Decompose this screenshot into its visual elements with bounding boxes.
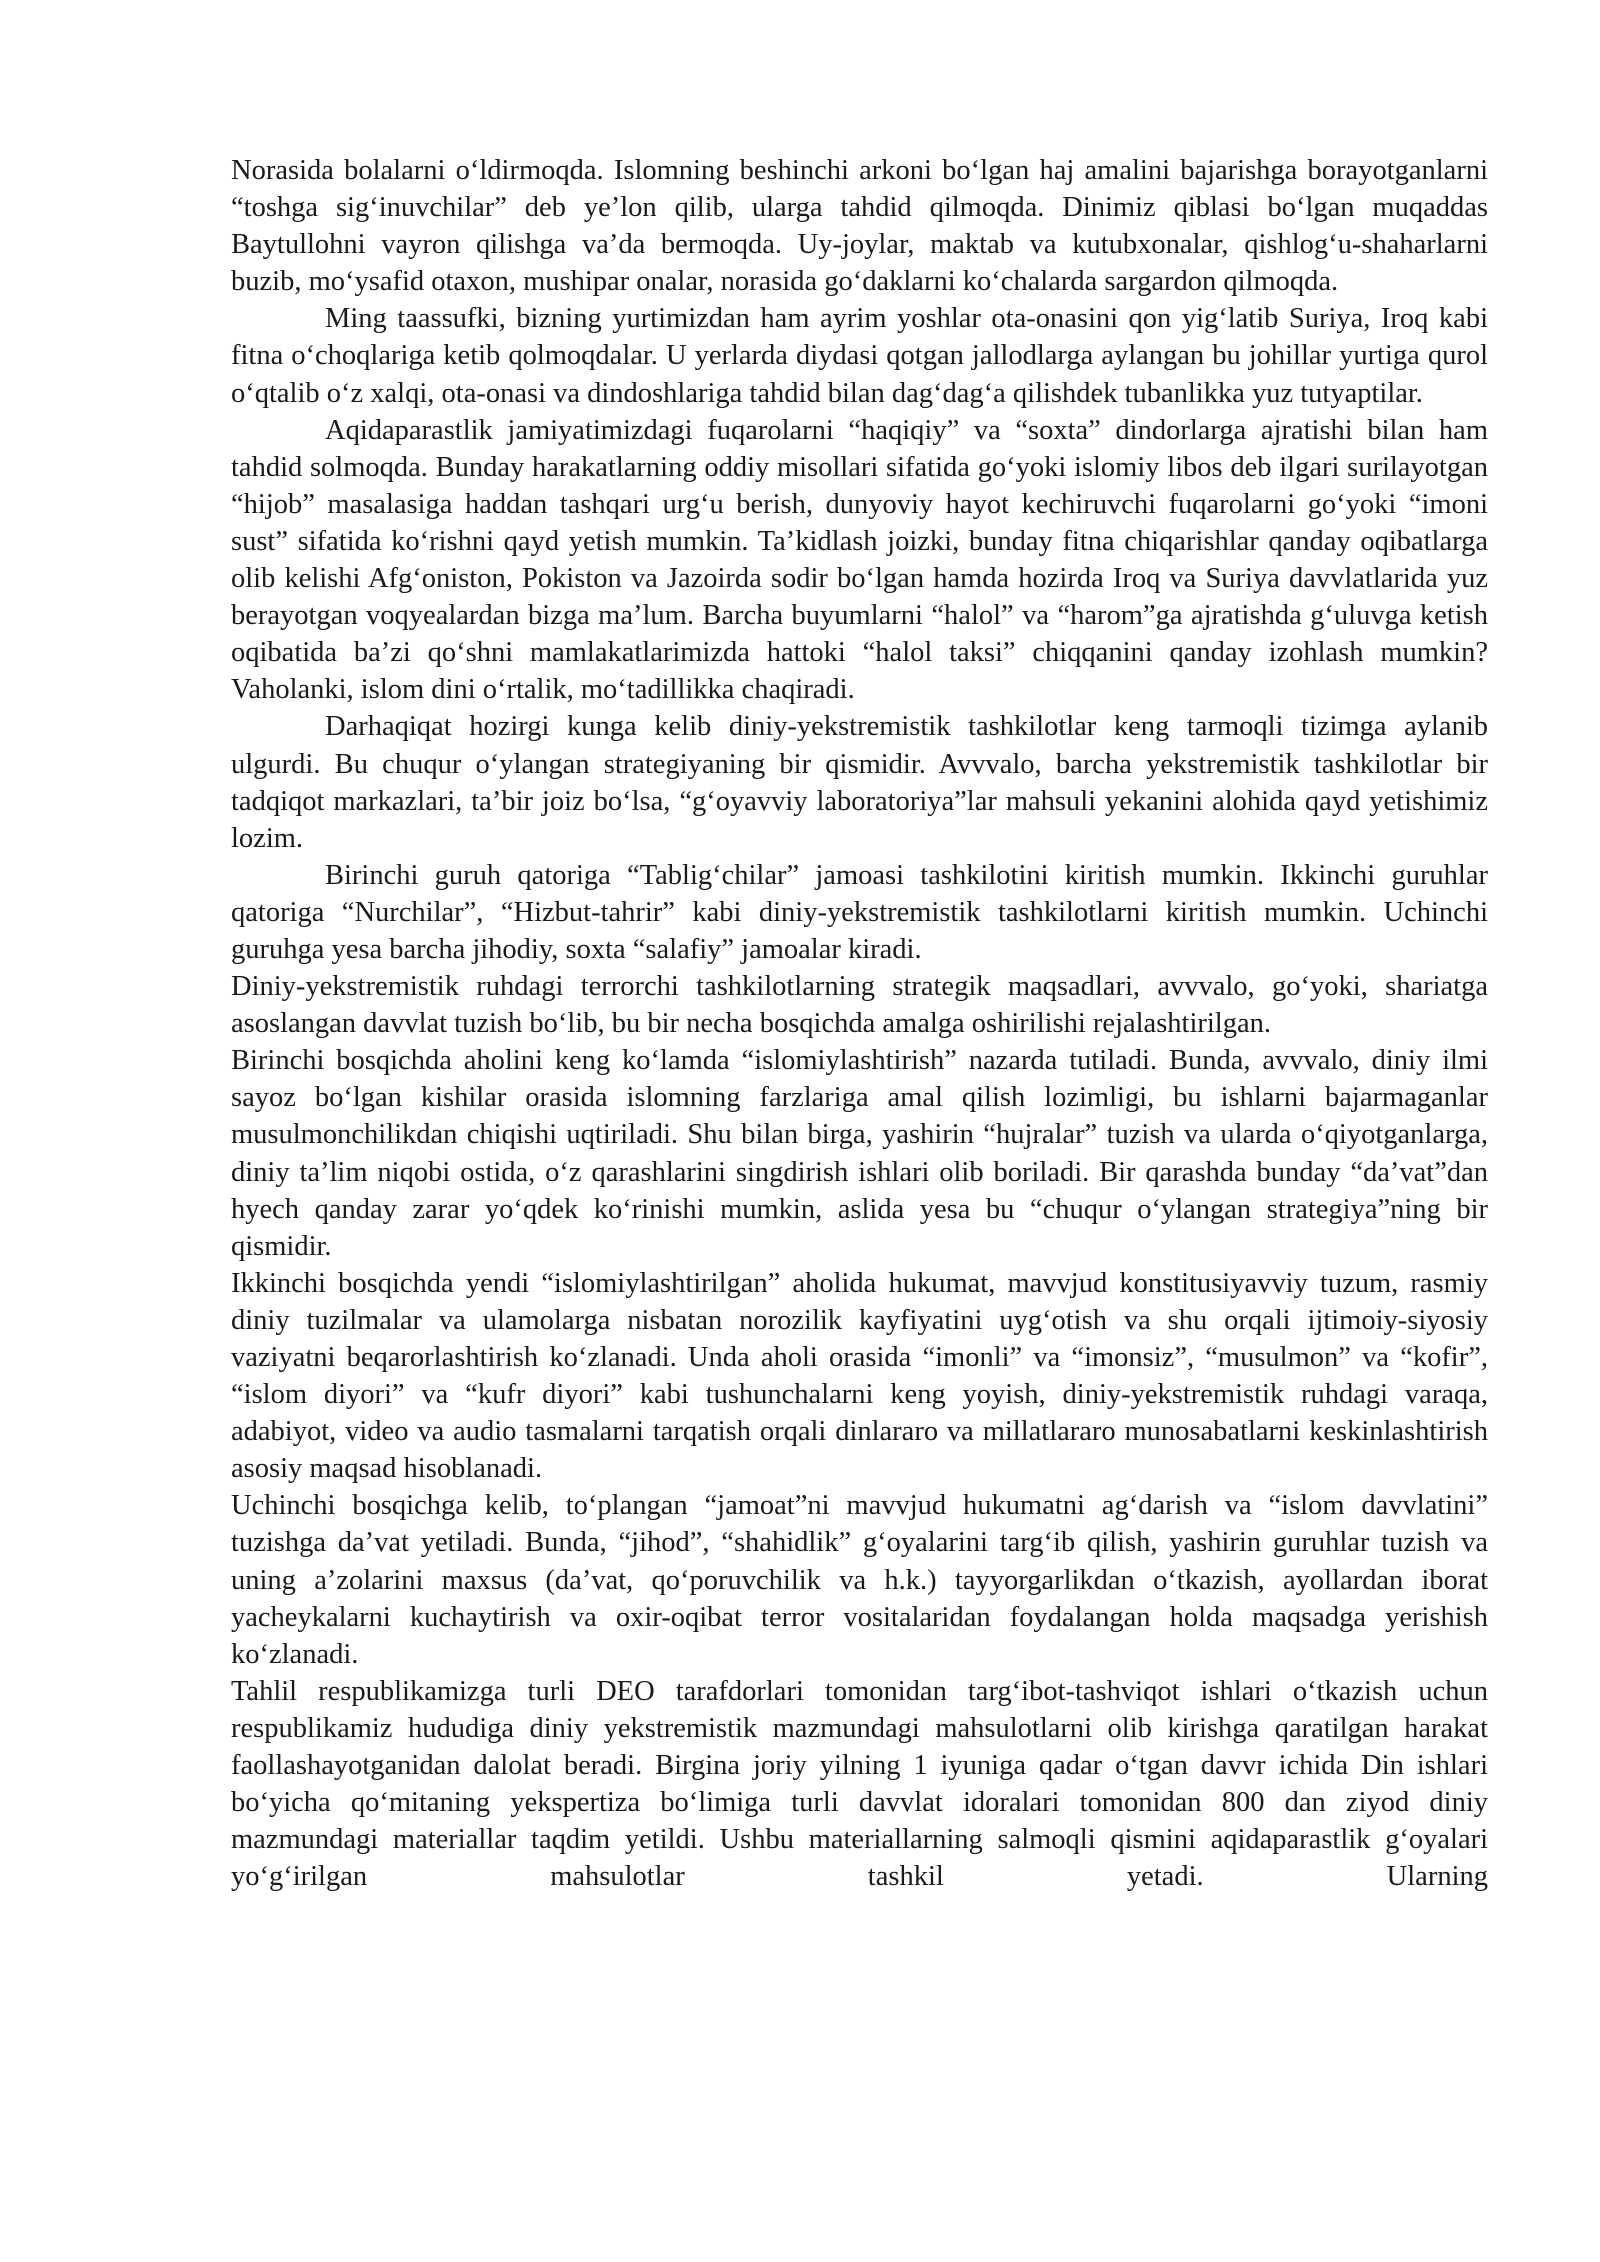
paragraph-8: Ikkinchi bosqichda yendi “islomiylashtirilgan” aholida hukumat, mavvjud konstitusiyavviy tuzum, rasmiy diniy tuzilmalar va ulamolarga nisbatan norozilik kayfiyatini uyg‘otish va shu orqali ijtimoiy-siyosiy vaziyatni beqarorlashtirish ko‘zlanadi. Unda aholi orasida “imonli” va “imonsiz”, “musulmon” va “kofir”, “islom diyori” va “kufr diyori” kabi tushunchalarni keng yoyish, diniy-yekstremistik ruhdagi varaqa, adabiyot, video va audio tasmalarni tarqatish orqali dinlararo va millatlararo munosabatlarni keskinlashtirish asosiy maqsad hisoblanadi.	[231, 1267, 1488, 1485]
document-page	[231, 152, 1488, 1895]
paragraph-2: Ming taassufki, bizning yurtimizdan ham ayrim yoshlar ota-onasini qon yig‘latib Suriya, Iroq kabi fitna o‘choqlariga ketib qolmoqdalar. U yerlarda diydasi qotgan jallodlarga aylangan bu johillar yurtiga qurol o‘qtalib o‘z xalqi, ota-onasi va dindoshlariga tahdid bilan dag‘dag‘a qilishdek tubanlikka yuz tutyaptilar.	[231, 303, 1488, 409]
paragraph-6: Diniy-yekstremistik ruhdagi terrorchi tashkilotlarning strategik maqsadlari, avvvalo, go‘yoki, shariatga asoslangan davvlat tuzish bo‘lib, bu bir necha bosqichda amalga oshirilishi rejalashtirilgan.	[231, 971, 1488, 1040]
paragraph-10: Tahlil respublikamizga turli DEO tarafdorlari tomonidan targ‘ibot-tashviqot ishlari o‘tkazish uchun respublikamiz hududiga diniy yekstremistik mazmundagi mahsulotlarni olib kirishga qaratilgan harakat faollashayotganidan dalolat beradi. Birgina joriy yilning 1 iyuniga qadar o‘tgan davvr ichida Din ishlari bo‘yicha qo‘mitaning yekspertiza bo‘limiga turli davvlat idoralari tomonidan 800 dan ziyod diniy mazmundagi materiallar taqdim yetildi. Ushbu materiallarning salmoqli qismini aqidaparastlik g‘oyalari yo‘g‘irilgan mahsulotlar tashkil yetadi. Ularning	[231, 1675, 1488, 1893]
paragraph-1: Norasida bolalarni o‘ldirmoqda. Islomning beshinchi arkoni bo‘lgan haj amalini bajarishga borayotganlarni “toshga sig‘inuvchilar” deb ye’lon qilib, ularga tahdid qilmoqda. Dinimiz qiblasi bo‘lgan muqaddas Baytullohni vayron qilishga va’da bermoqda. Uy-joylar, maktab va kutubxonalar, qishlog‘u-shaharlarni buzib, mo‘ysafid otaxon, mushipar onalar, norasida go‘daklarni ko‘chalarda sargardon qilmoqda.	[231, 155, 1488, 298]
paragraph-4: Darhaqiqat hozirgi kunga kelib diniy-yekstremistik tashkilotlar keng tarmoqli tizimga aylanib ulgurdi. Bu chuqur o‘ylangan strategiyaning bir qismidir. Avvvalo, barcha yekstremistik tashkilotlar bir tadqiqot markazlari, ta’bir joiz bo‘lsa, “g‘oyavviy laboratoriya”lar mahsuli yekanini alohida qayd yetishimiz lozim.	[231, 711, 1488, 854]
paragraph-3: Aqidaparastlik jamiyatimizdagi fuqarolarni “haqiqiy” va “soxta” dindorlarga ajratishi bilan ham tahdid solmoqda. Bunday harakatlarning oddiy misollari sifatida go‘yoki islomiy libos deb ilgari surilayotgan “hijob” masalasiga haddan tashqari urg‘u berish, dunyoviy hayot kechiruvchi fuqarolarni go‘yoki “imoni sust” sifatida ko‘rishni qayd yetish mumkin. Ta’kidlash joizki, bunday fitna chiqarishlar qanday oqibatlarga olib kelishi Afg‘oniston, Pokiston va Jazoirda sodir bo‘lgan hamda hozirda Iroq va Suriya davvlatlarida yuz berayotgan voqyealardan bizga ma’lum. Barcha buyumlarni “halol” va “harom”ga ajratishda g‘uluvga ketish oqibatida ba’zi qo‘shni mamlakatlarimizda hattoki “halol taksi” chiqqanini qanday izohlash mumkin? Vaholanki, islom dini o‘rtalik, mo‘tadillikka chaqiradi.	[231, 414, 1488, 706]
paragraph-5: Birinchi guruh qatoriga “Tablig‘chilar” jamoasi tashkilotini kiritish mumkin. Ikkinchi guruhlar qatoriga “Nurchilar”, “Hizbut-tahrir” kabi diniy-yekstremistik tashkilotlarni kiritish mumkin. Uchinchi guruhga yesa barcha jihodiy, soxta “salafiy” jamoalar kiradi.	[231, 859, 1488, 965]
paragraph-9: Uchinchi bosqichga kelib, to‘plangan “jamoat”ni mavvjud hukumatni ag‘darish va “islom davvlatini” tuzishga da’vat yetiladi. Bunda, “jihod”, “shahidlik” g‘oyalarini targ‘ib qilish, yashirin guruhlar tuzish va uning a’zolarini maxsus (da’vat, qo‘poruvchilik va h.k.) tayyorgarlikdan o‘tkazish, ayollardan iborat yacheykalarni kuchaytirish va oxir-oqibat terror vositalaridan foydalangan holda maqsadga yerishish ko‘zlanadi.	[231, 1490, 1488, 1670]
paragraph-7: Birinchi bosqichda aholini keng ko‘lamda “islomiylashtirish” nazarda tutiladi. Bunda, avvvalo, diniy ilmi sayoz bo‘lgan kishilar orasida islomning farzlariga amal qilish lozimligi, bu ishlarni bajarmaganlar musulmonchilikdan chiqishi uqtiriladi. Shu bilan birga, yashirin “hujralar” tuzish va ularda o‘qiyotganlarga, diniy ta’lim niqobi ostida, o‘z qarashlarini singdirish ishlari olib boriladi. Bir qarashda bunday “da’vat”dan hyech qanday zarar yo‘qdek ko‘rinishi mumkin, aslida yesa bu “chuqur o‘ylangan strategiya”ning bir qismidir.	[231, 1045, 1488, 1262]
